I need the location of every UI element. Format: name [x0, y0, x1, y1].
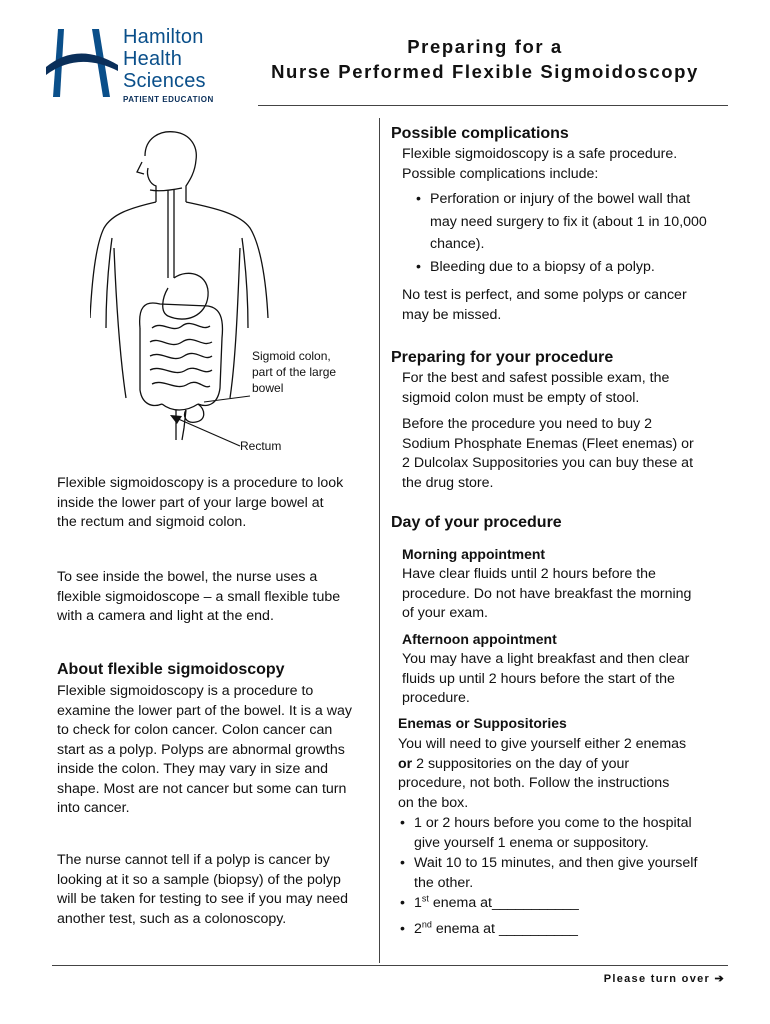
logo-line-2: Health	[123, 48, 183, 70]
logo-line-1: Hamilton	[123, 26, 204, 48]
complications-list	[414, 188, 714, 278]
logo-wordmark	[123, 26, 206, 92]
complications-heading: Possible complications	[391, 125, 569, 142]
complications-intro: Flexible sigmoidoscopy is a safe procedure. Possible complications include:	[402, 146, 678, 182]
day-heading: Day of your procedure	[391, 514, 562, 531]
intro-paragraph-1: Flexible sigmoidoscopy is a procedure to look inside the lower part of your large bowel at the rectum and sigmoid colon.	[57, 475, 344, 530]
sigmoid-label-line-3: bowel	[252, 381, 284, 395]
enemas-list	[398, 813, 698, 939]
column-divider	[379, 118, 380, 963]
enemas-text-b: 2 suppositories on the day of your procedure, not both. Follow the instructions on the box.	[398, 755, 670, 811]
enemas-heading: Enemas or Suppositories	[398, 715, 567, 731]
morning-paragraph: Have clear fluids until 2 hours before the procedure. Do not have breakfast the morning of your exam.	[402, 566, 692, 621]
no-test-paragraph: No test is perfect, and some polyps or cancer may be missed.	[402, 287, 687, 323]
enemas-text-or: or	[398, 755, 413, 772]
first-enema-sup: st	[421, 893, 429, 904]
about-paragraph: Flexible sigmoidoscopy is a procedure to examine the lower part of the bowel. It is a way to check for colon cancer. Colon cancer can start as a polyp. Polyps are abnormal growths inside the colon. They may vary in size and shape. Most are not cancer but some can turn into cancer.	[57, 683, 352, 816]
please-turn-over: Please turn over ➔	[603, 973, 725, 985]
second-enema-sup: nd	[421, 919, 432, 930]
list-item: • Wait 10 to 15 minutes, and then give yourself the other.	[398, 853, 698, 893]
list-item: • Bleeding due to a biopsy of a polyp.	[414, 256, 714, 279]
polyp-paragraph: The nurse cannot tell if a polyp is cancer by looking at it so a sample (biopsy) of the polyp will be taken for testing to see if you may need another test, such as a colonoscopy.	[57, 852, 349, 927]
prep-paragraph-2: Before the procedure you need to buy 2 Sodium Phosphate Enemas (Fleet enemas) or 2 Dulcolax Suppositories you can buy these at the drug store.	[402, 416, 694, 491]
about-heading: About flexible sigmoidoscopy	[57, 661, 285, 678]
second-enema-blank: enema at __________	[431, 921, 578, 937]
first-enema-num: 1	[414, 895, 422, 911]
sigmoid-colon-label	[252, 348, 336, 396]
hhs-logo-mark	[44, 27, 120, 99]
logo-subtitle: PATIENT EDUCATION	[123, 95, 214, 104]
first-enema-blank: enema at___________	[428, 895, 579, 911]
list-item: • Perforation or injury of the bowel wall that may need surgery to fix it (about 1 in 10,000 chance).	[414, 188, 714, 256]
rectum-arrow	[160, 400, 250, 460]
sigmoid-label-line-1: Sigmoid colon,	[252, 349, 331, 363]
footer-divider	[52, 965, 728, 966]
sigmoid-label-line-2: part of the large	[252, 365, 337, 379]
first-enema-item	[398, 893, 698, 913]
list-item: • 1 or 2 hours before you come to the hospital give yourself 1 enema or suppository.	[398, 813, 698, 853]
afternoon-paragraph: You may have a light breakfast and then clear fluids up until 2 hours before the start of the procedure.	[402, 651, 690, 706]
page-title-line-1: Preparing for a	[407, 36, 563, 57]
second-enema-item	[398, 919, 698, 939]
rectum-label: Rectum	[240, 439, 282, 453]
enemas-paragraph	[398, 735, 688, 813]
page-title	[255, 34, 715, 84]
prep-heading: Preparing for your procedure	[391, 349, 614, 366]
intro-paragraph-2: To see inside the bowel, the nurse uses a flexible sigmoidoscope – a small flexible tube with a camera and light at the end.	[57, 569, 341, 624]
prep-paragraph-1: For the best and safest possible exam, the sigmoid colon must be empty of stool.	[402, 370, 670, 406]
second-enema-num: 2	[414, 921, 422, 937]
logo-line-3: Sciences	[123, 70, 206, 92]
page-title-line-2: Nurse Performed Flexible Sigmoidoscopy	[271, 61, 699, 82]
morning-heading: Morning appointment	[402, 546, 546, 562]
afternoon-heading: Afternoon appointment	[402, 631, 557, 647]
enemas-text-a: You will need to give yourself either 2 enemas	[398, 736, 687, 752]
header-divider	[258, 105, 728, 106]
